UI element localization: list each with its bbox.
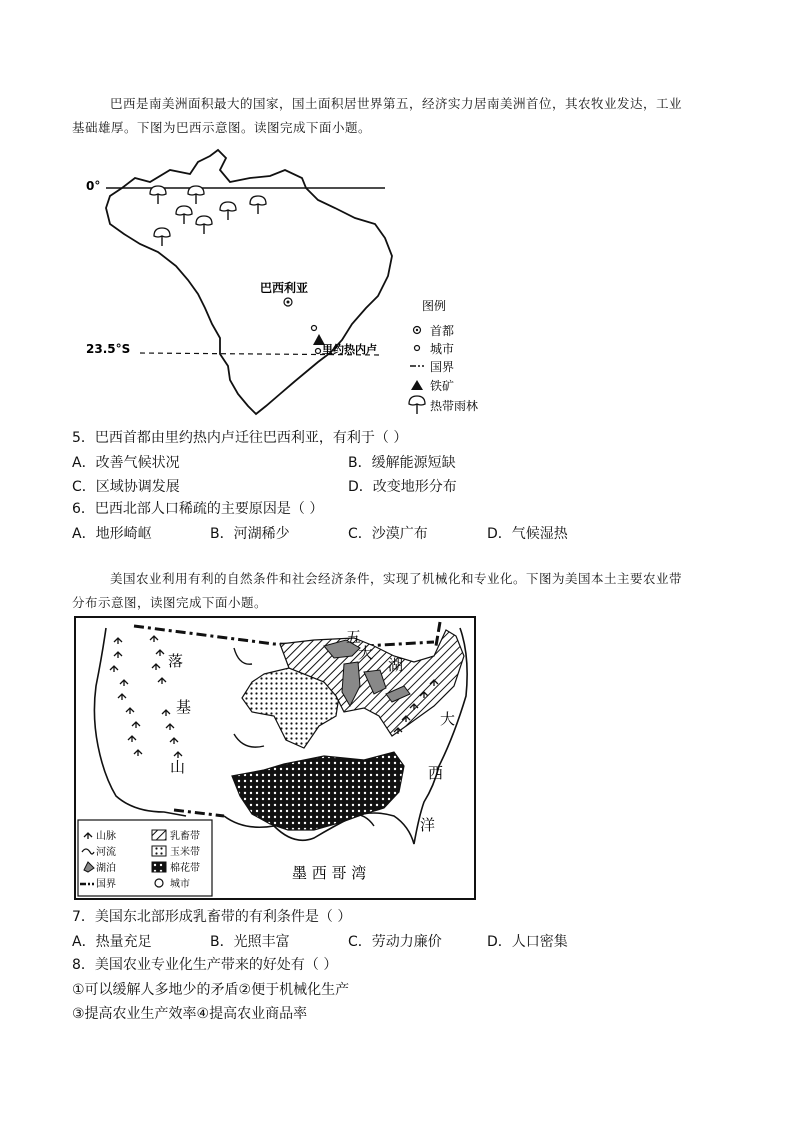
rainforest-icon (188, 186, 204, 204)
rainforest-icon (150, 186, 166, 204)
legend-city: 城市 (170, 879, 190, 890)
rocky-label: 基 (176, 698, 192, 716)
tropic-label: 23.5°S (86, 342, 131, 356)
question-6-option-c[interactable]: C．沙漠广布 (348, 526, 428, 542)
usa-intro-line2: 分布示意图，读图完成下面小题。 (72, 595, 268, 610)
brazil-border (106, 150, 392, 414)
gulf-label: 墨 西 哥 湾 (292, 864, 367, 882)
question-7-stem: 7．美国东北部形成乳畜带的有利条件是（ ） (72, 909, 352, 925)
question-7-option-b[interactable]: B．光照丰富 (210, 934, 290, 950)
usa-map (74, 616, 476, 900)
question-6-option-a[interactable]: A．地形崎岖 (72, 526, 152, 542)
question-5-option-a[interactable]: A．改善气候状况 (72, 455, 180, 471)
legend-iron: 铁矿 (430, 379, 455, 393)
question-5-option-c[interactable]: C．区域协调发展 (72, 479, 180, 495)
brazil-map (80, 148, 500, 423)
question-5-option-d[interactable]: D．改变地形分布 (348, 479, 457, 495)
iron-ore-icon (411, 380, 423, 390)
lakes-label: 大 (358, 644, 374, 662)
city-icon (155, 879, 163, 887)
legend-rainforest: 热带雨林 (430, 399, 479, 413)
rainforest-icon (250, 196, 266, 214)
lakes-label: 湖 (388, 656, 404, 674)
legend-title: 图例 (422, 299, 447, 313)
legend-city: 城市 (430, 342, 455, 356)
legend-corn: 玉米带 (170, 847, 200, 858)
legend-mountain: 山脉 (96, 831, 116, 842)
legend-border: 国界 (96, 879, 116, 890)
usa-intro-line1: 美国农业利用有利的自然条件和社会经济条件，实现了机械化和专业化。下图为美国本土主要农业带 (110, 571, 683, 586)
corn-icon (152, 846, 166, 856)
city-label: 里约热内卢 (322, 343, 377, 356)
rainforest-icon (409, 396, 425, 414)
question-8-stem: 8．美国农业专业化生产带来的好处有（ ） (72, 957, 338, 973)
question-7-option-d[interactable]: D．人口密集 (487, 934, 568, 950)
brazil-intro-line2: 基础雄厚。下图为巴西示意图。读图完成下面小题。 (72, 120, 372, 135)
capital-label: 巴西利亚 (260, 281, 309, 295)
rainforest-icon (154, 228, 170, 246)
brazil-intro-line1: 巴西是南美洲面积最大的国家，国土面积居世界第五，经济实力居南美洲首位，其农牧业发达，工业 (110, 96, 683, 111)
legend-cotton: 棉花带 (170, 863, 200, 874)
rainforest-icon (220, 202, 236, 220)
city-icon (415, 346, 420, 351)
question-7-option-a[interactable]: A．热量充足 (72, 934, 152, 950)
atlantic-label: 西 (428, 764, 444, 782)
legend-border: 国界 (430, 360, 455, 374)
legend-dairy: 乳畜带 (170, 831, 200, 842)
question-8-statement-2: ③提高农业生产效率④提高农业商品率 (72, 1006, 308, 1022)
atlantic-label: 大 (440, 710, 456, 728)
cotton-icon (152, 862, 166, 872)
atlantic-label: 洋 (420, 816, 436, 834)
legend-lake: 湖泊 (96, 863, 116, 874)
rocky-label: 山 (170, 758, 186, 776)
question-6-stem: 6．巴西北部人口稀疏的主要原因是（ ） (72, 501, 324, 517)
city-icon (316, 349, 321, 354)
question-8-statement-1: ①可以缓解人多地少的矛盾②便于机械化生产 (72, 982, 350, 998)
rocky-label: 落 (168, 652, 184, 670)
legend-capital: 首都 (430, 324, 455, 338)
rainforest-icon (176, 206, 192, 224)
question-5-stem: 5．巴西首都由里约热内卢迁往巴西利亚，有利于（ ） (72, 430, 408, 446)
question-6-option-d[interactable]: D．气候湿热 (487, 526, 568, 542)
question-5-option-b[interactable]: B．缓解能源短缺 (348, 455, 456, 471)
legend-river: 河流 (96, 847, 116, 858)
dairy-icon (152, 830, 166, 840)
lakes-label: 五 (346, 628, 362, 646)
question-7-option-c[interactable]: C．劳动力廉价 (348, 934, 442, 950)
equator-label: 0° (86, 179, 101, 193)
rainforest-icon (196, 216, 212, 234)
city-icon (312, 326, 317, 331)
question-6-option-b[interactable]: B．河湖稀少 (210, 526, 290, 542)
